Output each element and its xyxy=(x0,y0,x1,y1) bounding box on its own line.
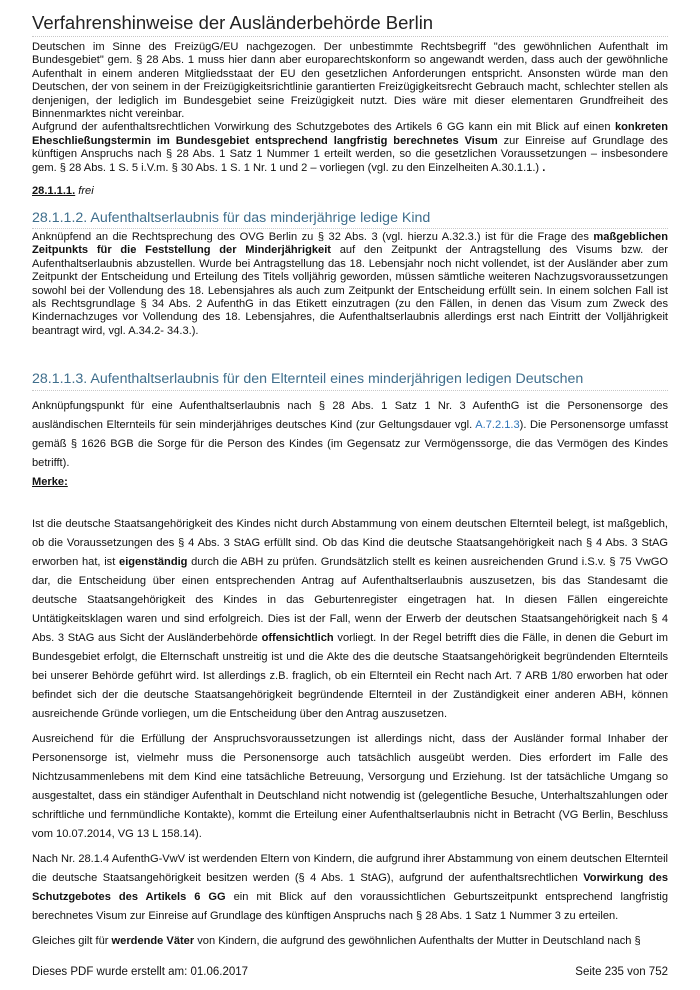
footer-created-date: Dieses PDF wurde erstellt am: 01.06.2017 xyxy=(32,966,249,978)
intro-paragraph-1: Deutschen im Sinne des FreizügG/EU nachgezogen. Der unbestimmte Rechtsbegriff "des gewöhnlichen Aufenthalt im Bundesgebiet" gem. § 28 Abs. 1 muss hier dann aber europarechtskonform so angewandt werden, dass auch der gewöhnliche Aufenthalt in einem anderen Mitgliedsstaat der EU den gesetzlichen Anforderungen entspricht. Ansonsten würde man den Deutschen, der von seinem in der Freizügigkeitsrichtlinie garantierten Freizügigkeitsrecht Gebrauch macht, schlechter stellen als denjenigen, der lediglich im Bundesgebiet seine Freizügigkeit nutzt. Dies wäre mit dieser elementaren Grundfreiheit des Binnenmarktes nicht vereinbar. xyxy=(32,41,668,121)
heading-28-1-1-2: 28.1.1.2. Aufenthaltserlaubnis für das minderjährige ledige Kind xyxy=(32,210,431,226)
footer-page-number: Seite 235 von 752 xyxy=(575,966,668,978)
intro-paragraph-2: Aufgrund der aufenthaltsrechtlichen Vorwirkung des Schutzgebotes des Artikels 6 GG kann ein mit Blick auf einen konkreten Eheschließungstermin im Bundesgebiet entsprechend langfristig berechnetes Visum zur Einreise auf Grundlage des künftigen Anspruchs nach § 28 Abs. 1 Satz 1 Nummer 1 erteilt werden, so die gesetzlichen Voraussetzungen – insbesondere gem. § 28 Abs. 1 S. 5 i.V.m. § 30 Abs. 1 S. 1 Nr. 1 und 2 – vorliegen (vgl. zu den Einzelheiten A.30.1.1.) . xyxy=(32,121,668,174)
heading-28-1-1-3: 28.1.1.3. Aufenthaltserlaubnis für den Elternteil eines minderjährigen ledigen Deutschen xyxy=(32,371,584,387)
section-28-1-1-3-body xyxy=(32,397,668,473)
intro-section xyxy=(32,41,668,175)
paragraph-werdende-eltern: Nach Nr. 28.1.4 AufenthG-VwV ist werdenden Eltern von Kindern, die aufgrund ihrer Abstammung von einem deutschen Elternteil die deutsche Staatsangehörigkeit besitzen werden (§ 4 Abs. 1 StAG), aufgrund der aufenthaltsrechtlichen Vorwirkung des Schutzgebotes des Artikels 6 GG ein mit Blick auf den voraussichtlichen Geburtszeitpunkt entsprechend langfristig berechnetes Visum zur Einreise auf Grundlage des künftigen Anspruchs nach § 28 Abs. 1 Satz 1 Nummer 3 zu erteilen. xyxy=(32,853,668,922)
merke-label: Merke: xyxy=(32,476,68,488)
merke-label-row xyxy=(32,473,668,492)
document-page xyxy=(32,0,668,990)
section-number: 28.1.1.1. xyxy=(32,185,76,197)
page-title: Verfahrenshinweise der Ausländerbehörde Berlin xyxy=(32,12,434,33)
paragraph-staatsangehoerigkeit: Ist die deutsche Staatsangehörigkeit des Kindes nicht durch Abstammung von einem deutschen Elternteil belegt, ist maßgeblich, ob die Voraussetzungen des § 4 Abs. 3 StAG erfüllt sind. Ob das Kind die deutsche Staatsangehörigkeit nach § 4 Abs. 3 StAG erworben hat, ist eigenständig durch die ABH zu prüfen. Grundsätzlich stellt es keinen ausreichenden Grund i.S.v. § 75 VwGO dar, die Entscheidung über einen entsprechenden Antrag auf Aufenthaltserlaubnis auszusetzen, bis das Standesamt die deutsche Staatsangehörigkeit des Kindes in das Geburtenregister eingetragen hat. In diesen Fällen eingereichte Untätigkeitsklagen waren und sind erfolgreich. Dies ist der Fall, wenn der Erwerb der deutschen Staatsangehörigkeit nach § 4 Abs. 3 StAG aus Sicht der Ausländerbehörde offensichtlich vorliegt. In der Regel betrifft dies die Fälle, in denen die Geburt im Bundesgebiet erfolgt, die Elternschaft unstreitig ist und die Akte des die deutsche Staatsangehörigkeit begründenden Elternteils bei unserer Behörde geführt wird. Ist allerdings z.B. fraglich, ob ein Elternteil ein Recht nach Art. 7 ARB 1/80 erworben hat oder befindet sich der die deutsche Staatsangehörigkeit begründende Elternteil in der Zuständigkeit einer anderen ABH, können ausreichende Gründe vorliegen, um die Entscheidung über den Antrag auszusetzen. xyxy=(32,518,668,720)
heading-divider xyxy=(32,390,668,391)
paragraph-werdende-vaeter: Gleiches gilt für werdende Väter von Kindern, die aufgrund des gewöhnlichen Aufenthalts der Mutter in Deutschland nach § xyxy=(32,935,641,947)
section-status: frei xyxy=(75,185,94,197)
paragraph-minderjaehrig: Anknüpfend an die Rechtsprechung des OVG Berlin zu § 32 Abs. 3 (vgl. hierzu A.32.3.) ist für die Frage des maßgeblichen Zeitpunkts für die Feststellung der Minderjährigkeit auf den Zeitpunkt der Antragstellung des Visums bzw. der Aufenthaltserlaubnis abzustellen. Wurde bei Antragstellung das 18. Lebensjahr noch nicht vollendet, ist der Ausländer aber zum Zeitpunkt der Entscheidung und Erteilung des Titels volljährig geworden, müssen sämtliche weiteren Nachzugsvoraussetzungen sowohl bei der Vollendung des 18. Lebensjahres als auch zum Zeitpunkt der Entscheidung erfüllt sein. In einem solchen Fall ist als Rechtsgrundlage § 34 Abs. 2 AufenthG in das Etikett einzutragen (zu den Fällen, in denen das Visum zum Zweck des Kindernachzuges vor Vollendung des 18. Lebensjahres, die Aufenthaltserlaubnis allerdings erst nach Eintritt der Volljährigkeit beantragt wird, vgl. A.34.2- 34.3.). xyxy=(32,231,668,337)
reference-link-a7213[interactable]: A.7.2.1.3 xyxy=(475,419,520,431)
section-28-1-1-3-details xyxy=(32,515,668,951)
paragraph-ausuebung: Ausreichend für die Erfüllung der Anspruchsvoraussetzungen ist allerdings nicht, dass der Ausländer formal Inhaber der Personensorge ist, vielmehr muss die Personensorge auch tatsächlich ausgeübt werden. Dies erfordert im Falle des Nichtzusammenlebens mit dem Kind eine tatsächliche Betreuung, Versorgung und Erziehung. Ist der tatsächliche Umgang so ausgestaltet, dass ein ständiger Aufenthalt in Deutschland nicht notwendig ist (gelegentliche Besuche, Unterhaltszahlungen oder schriftliche und fernmündliche Kontakte), kommt die Erteilung einer Aufenthaltserlaubnis nicht in Betracht (VG Berlin, Beschluss vom 10.07.2014, VG 13 L 158.14). xyxy=(32,733,668,840)
paragraph-personensorge: Anknüpfungspunkt für eine Aufenthaltserlaubnis nach § 28 Abs. 1 Satz 1 Nr. 3 AufenthG ist die Personensorge des ausländischen Elternteils für sein minderjähriges deutsches Kind (zur Geltungsdauer vgl. A.7.2.1.3). Die Personensorge umfasst gemäß § 1626 BGB die Sorge für die Person des Kindes (im Gegensatz zur Vermögenssorge, die das Vermögen des Kindes betrifft). xyxy=(32,400,669,469)
section-28-1-1-2-body xyxy=(32,231,668,338)
section-28-1-1-1 xyxy=(32,185,668,198)
heading-divider xyxy=(32,228,668,229)
title-divider xyxy=(32,36,668,37)
